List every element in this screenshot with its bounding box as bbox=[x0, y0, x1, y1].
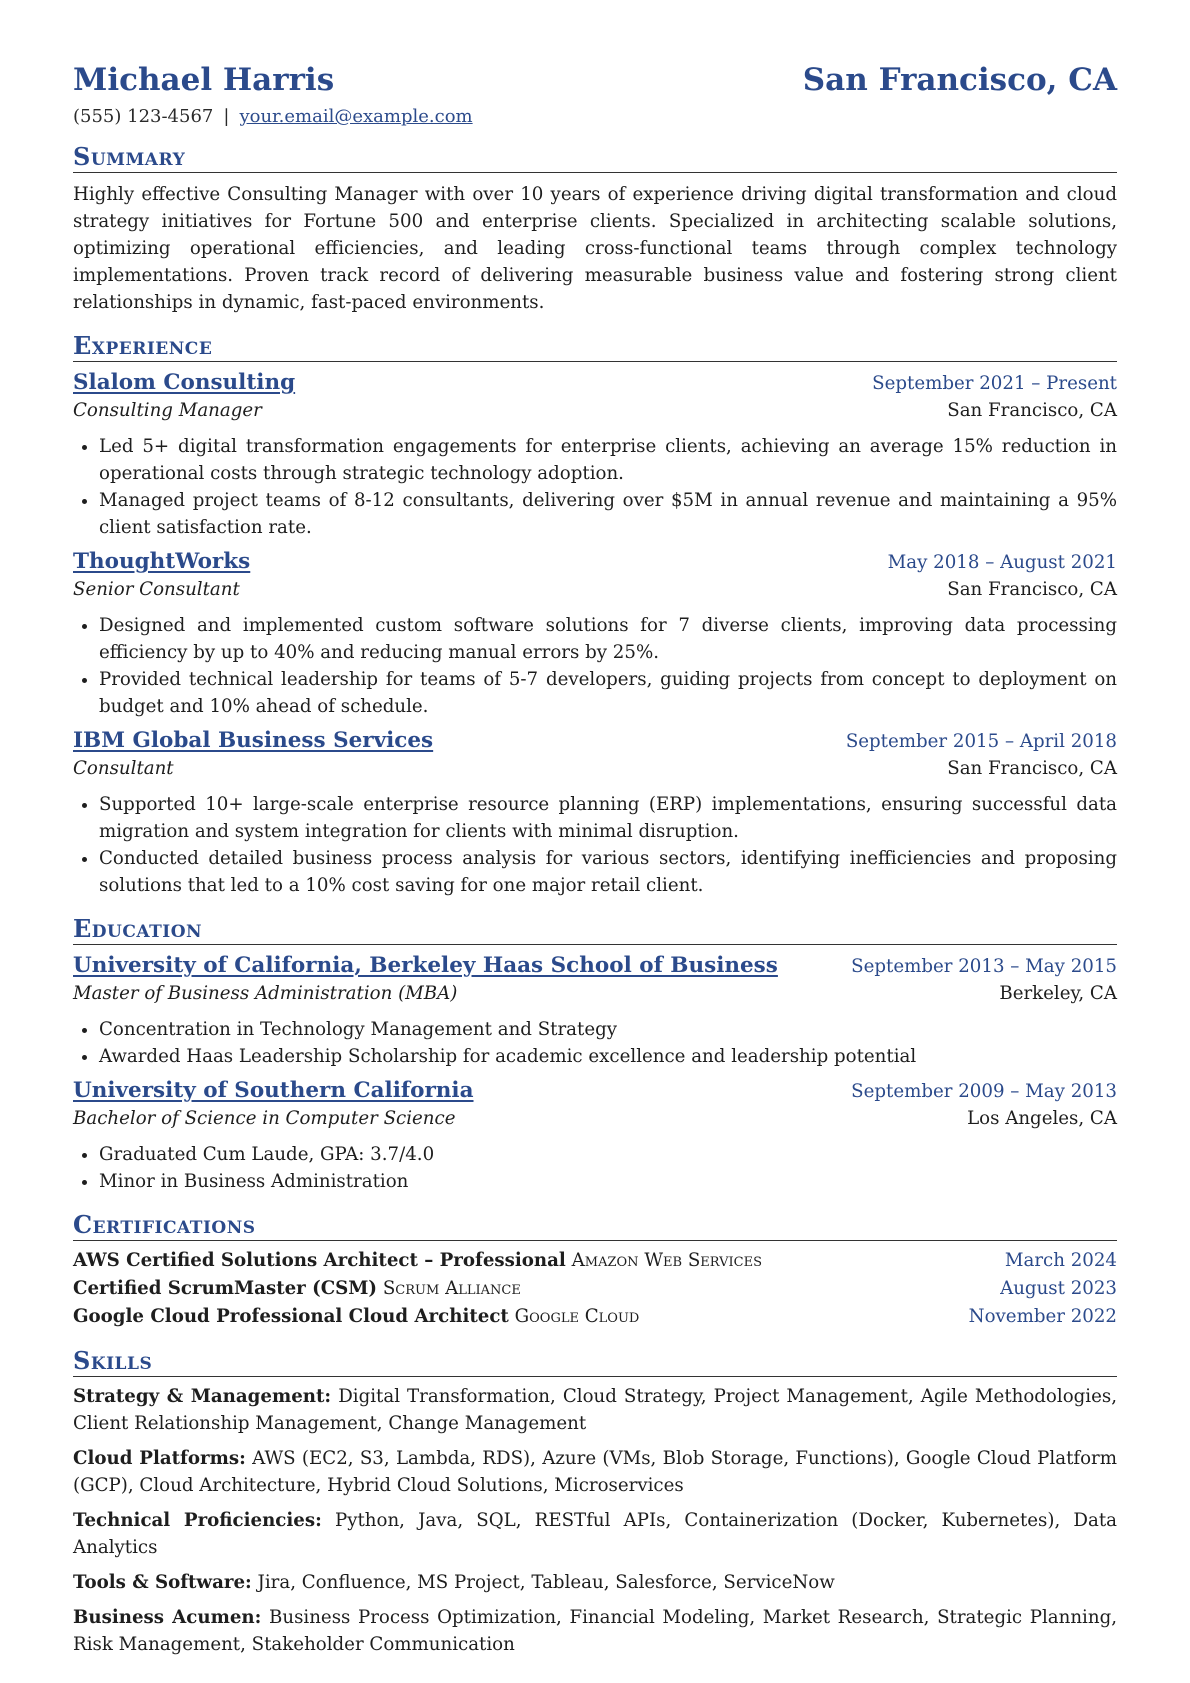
bullet-list bbox=[73, 1141, 1117, 1195]
certification-date: March 2024 bbox=[1004, 1250, 1117, 1271]
bullet-item: • Led 5+ digital transformation engagements for enterprise clients, achieving an average 15% reduction in operational costs through strategic technology adoption. bbox=[99, 433, 1117, 487]
experience-entry bbox=[73, 549, 1117, 720]
experience-list bbox=[73, 370, 1117, 899]
entry-location: San Francisco, CA bbox=[947, 758, 1117, 779]
skill-text: Digital Transformation, Cloud Strategy, Project Management, Agile Methodologies, Client Relationship Management, Change Management bbox=[73, 1386, 1117, 1434]
bullet-item: • Concentration in Technology Management and Strategy bbox=[99, 1016, 1117, 1043]
phone-number: (555) 123-4567 bbox=[73, 106, 214, 127]
bullet-item: • Awarded Haas Leadership Scholarship for academic excellence and leadership potential bbox=[99, 1043, 1117, 1070]
skills-list bbox=[73, 1383, 1117, 1658]
skill-row bbox=[73, 1507, 1117, 1561]
skill-label: Business Acumen: bbox=[73, 1607, 262, 1628]
experience-entry bbox=[73, 370, 1117, 541]
certification-date: August 2023 bbox=[1000, 1278, 1117, 1299]
entry-dates: September 2013 – May 2015 bbox=[851, 956, 1117, 977]
entry-dates: September 2009 – May 2013 bbox=[851, 1081, 1117, 1102]
section-title-summary: Summary bbox=[73, 143, 1117, 173]
skill-text: Python, Java, SQL, RESTful APIs, Containerization (Docker, Kubernetes), Data Analytics bbox=[73, 1510, 1117, 1558]
job-title: Consulting Manager bbox=[73, 400, 262, 421]
entry-location: San Francisco, CA bbox=[947, 400, 1117, 421]
entry-dates: September 2021 – Present bbox=[872, 373, 1117, 394]
skill-label: Strategy & Management: bbox=[73, 1386, 332, 1407]
skill-row bbox=[73, 1445, 1117, 1499]
education-entry bbox=[73, 1078, 1117, 1195]
bullet-item: • Supported 10+ large-scale enterprise resource planning (ERP) implementations, ensuring successful data migration and system integration for clients with minimal disruption. bbox=[99, 791, 1117, 845]
certification-issuer: Amazon Web Services bbox=[571, 1250, 762, 1271]
section-title-skills: Skills bbox=[73, 1347, 1117, 1377]
skill-row bbox=[73, 1569, 1117, 1596]
education-entry bbox=[73, 953, 1117, 1070]
certification-issuer: Google Cloud bbox=[514, 1306, 640, 1327]
bullet-item: • Conducted detailed business process analysis for various sectors, identifying inefficiencies and proposing solutions that led to a 10% cost saving for one major retail client. bbox=[99, 845, 1117, 899]
skill-row bbox=[73, 1604, 1117, 1658]
school-link[interactable]: University of Southern California bbox=[73, 1078, 474, 1103]
certification-row bbox=[73, 1275, 1117, 1303]
education-list bbox=[73, 953, 1117, 1195]
skill-label: Tools & Software: bbox=[73, 1572, 252, 1593]
bullet-list bbox=[73, 612, 1117, 720]
entry-location: San Francisco, CA bbox=[947, 579, 1117, 600]
school-link[interactable]: University of California, Berkeley Haas School of Business bbox=[73, 953, 778, 978]
job-title: Consultant bbox=[73, 758, 174, 779]
section-title-experience: Experience bbox=[73, 332, 1117, 362]
contact-separator: | bbox=[223, 106, 230, 127]
certification-row bbox=[73, 1247, 1117, 1275]
bullet-item: • Minor in Business Administration bbox=[99, 1168, 1117, 1195]
summary-text: Highly effective Consulting Manager with over 10 years of experience driving digital transformation and cloud strategy initiatives for Fortune 500 and enterprise clients. Specialized in architecting scalable solutions, optimizing operational efficiencies, and leading cross-functional teams through complex technology implementations. Proven track record of delivering measurable business value and fostering strong client relationships in dynamic, fast-paced environments. bbox=[73, 184, 1117, 313]
degree: Master of Business Administration (MBA) bbox=[73, 983, 458, 1004]
entry-location: Berkeley, CA bbox=[999, 983, 1117, 1004]
skill-label: Cloud Platforms: bbox=[73, 1448, 246, 1469]
candidate-name: Michael Harris bbox=[73, 62, 335, 98]
degree: Bachelor of Science in Computer Science bbox=[73, 1108, 456, 1129]
skill-row bbox=[73, 1383, 1117, 1437]
bullet-list bbox=[73, 791, 1117, 899]
employer-link[interactable]: Slalom Consulting bbox=[73, 370, 296, 395]
bullet-list bbox=[73, 1016, 1117, 1070]
certification-name: Certified ScrumMaster (CSM) bbox=[73, 1278, 378, 1299]
candidate-location: San Francisco, CA bbox=[802, 62, 1117, 98]
skill-label: Technical Proficiencies: bbox=[73, 1510, 322, 1531]
section-title-education: Education bbox=[73, 915, 1117, 945]
entry-location: Los Angeles, CA bbox=[967, 1108, 1117, 1129]
skill-text: Business Process Optimization, Financial Modeling, Market Research, Strategic Planning, Risk Management, Stakeholder Communication bbox=[73, 1607, 1117, 1655]
bullet-list bbox=[73, 433, 1117, 541]
entry-dates: September 2015 – April 2018 bbox=[845, 731, 1117, 752]
section-title-certifications: Certifications bbox=[73, 1211, 1117, 1241]
certification-name: AWS Certified Solutions Architect – Professional bbox=[73, 1250, 566, 1271]
bullet-item: • Designed and implemented custom software solutions for 7 diverse clients, improving data processing efficiency by up to 40% and reducing manual errors by 25%. bbox=[99, 612, 1117, 666]
certification-row bbox=[73, 1303, 1117, 1331]
skill-text: AWS (EC2, S3, Lambda, RDS), Azure (VMs, Blob Storage, Functions), Google Cloud Platform (GCP), Cloud Architecture, Hybrid Cloud Solutions, Microservices bbox=[73, 1448, 1117, 1496]
experience-entry bbox=[73, 728, 1117, 899]
certification-issuer: Scrum Alliance bbox=[382, 1278, 521, 1299]
certification-list bbox=[73, 1247, 1117, 1331]
contact-line bbox=[73, 106, 1117, 127]
entry-dates: May 2018 – August 2021 bbox=[887, 552, 1117, 573]
email-link[interactable]: your.email@example.com bbox=[239, 106, 473, 127]
employer-link[interactable]: ThoughtWorks bbox=[73, 549, 251, 574]
certification-date: November 2022 bbox=[968, 1306, 1117, 1327]
employer-link[interactable]: IBM Global Business Services bbox=[73, 728, 434, 753]
bullet-item: • Provided technical leadership for teams of 5-7 developers, guiding projects from concept to deployment on budget and 10% ahead of schedule. bbox=[99, 666, 1117, 720]
bullet-item: • Graduated Cum Laude, GPA: 3.7/4.0 bbox=[99, 1141, 1117, 1168]
bullet-item: • Managed project teams of 8-12 consultants, delivering over $5M in annual revenue and maintaining a 95% client satisfaction rate. bbox=[99, 487, 1117, 541]
certification-name: Google Cloud Professional Cloud Architect bbox=[73, 1306, 509, 1327]
resume-header bbox=[73, 62, 1117, 98]
skill-text: Jira, Confluence, MS Project, Tableau, Salesforce, ServiceNow bbox=[257, 1572, 835, 1593]
job-title: Senior Consultant bbox=[73, 579, 240, 600]
